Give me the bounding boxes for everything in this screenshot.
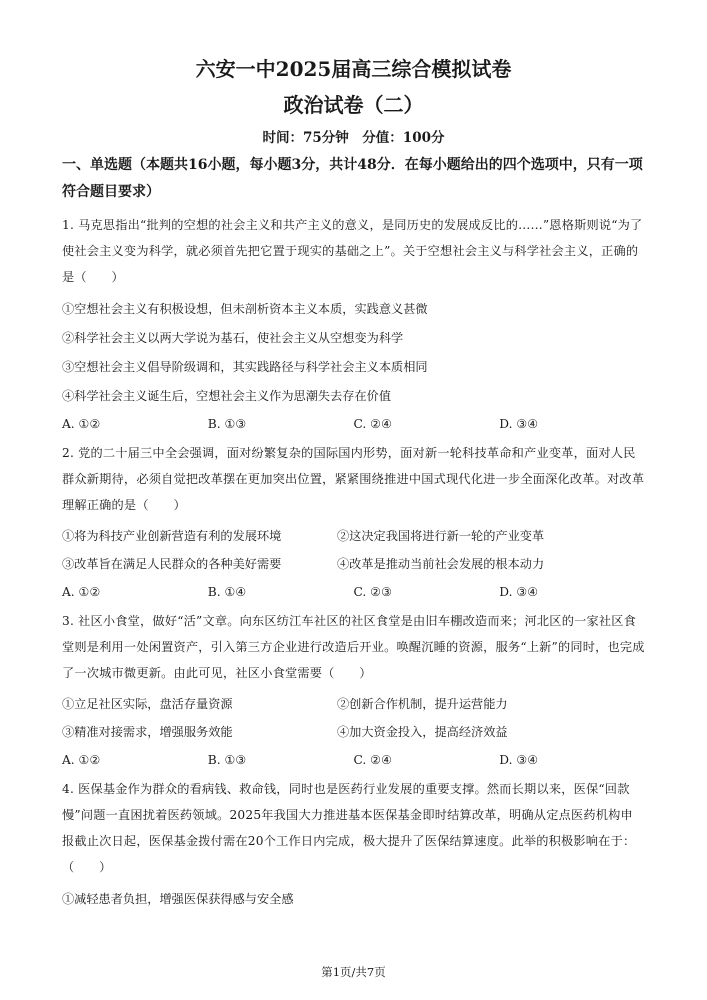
question-4-stem: 4. 医保基金作为群众的看病钱、救命钱，同时也是医药行业发展的重要支撑。然而长期以来，医保“回款慢”问题一直困扰着医药领域。2025年我国大力推进基本医保基金即时结算改革，明确从定点医药机构申报截止次日起，医保基金拨付需在20个工作日内完成，极大提升了医保结算速度。此举的积极影响在于：（ ）	[62, 782, 636, 874]
page-footer: 第1页/共7页	[321, 965, 386, 979]
question-3-choices	[62, 750, 645, 770]
question-2-items-row	[62, 554, 645, 574]
exam-meta: 时间：75分钟 分值：100分	[262, 130, 445, 146]
question-1-item: ③空想社会主义倡导阶级调和，其实践路径与科学社会主义本质相同	[62, 360, 428, 374]
question-2-items-row	[62, 526, 645, 546]
choice-a: A. ①②	[62, 585, 101, 599]
question-3-item: ③精准对接需求，增强服务效能	[62, 725, 233, 739]
choice-a: A. ①②	[62, 753, 101, 767]
section-heading: 一、单选题（本题共16小题，每小题3分，共计48分．在每小题给出的四个选项中，只有一项符合题目要求）	[62, 157, 643, 200]
choice-b: B. ①③	[207, 417, 247, 431]
question-3-item: ①立足社区实际，盘活存量资源	[62, 697, 233, 711]
choice-d: D. ③④	[499, 753, 539, 767]
question-1-choices	[62, 414, 645, 434]
choice-c: C. ②④	[353, 417, 392, 431]
question-1-item: ①空想社会主义有积极设想，但未剖析资本主义本质，实践意义甚微	[62, 302, 428, 316]
question-2-item: ②这决定我国将进行新一轮的产业变革	[337, 529, 545, 543]
choice-b: B. ①④	[207, 585, 247, 599]
exam-subtitle: 政治试卷（二）	[283, 93, 424, 117]
question-1-stem: 1. 马克思指出“批判的空想的社会主义和共产主义的意义，是同历史的发展成反比的……”恩格斯则说“为了使社会主义变为科学，就必须首先把它置于现实的基础之上”。关于空想社会主义与科学社会主义，正确的是（ ）	[62, 218, 643, 284]
question-2-stem: 2. 党的二十届三中全会强调，面对纷繁复杂的国际国内形势，面对新一轮科技革命和产业变革，面对人民群众新期待，必须自觉把改革摆在更加突出位置，紧紧围绕推进中国式现代化进一步全面深化改革。对改革理解正确的是（ ）	[62, 446, 645, 512]
question-3-item: ④加大资金投入，提高经济效益	[337, 725, 508, 739]
question-3-items-row	[62, 694, 645, 714]
choice-c: C. ②④	[353, 753, 392, 767]
choice-d: D. ③④	[499, 417, 539, 431]
question-3-item: ②创新合作机制，提升运营能力	[337, 697, 508, 711]
question-1-item: ④科学社会主义诞生后，空想社会主义作为思潮失去存在价值	[62, 389, 392, 403]
question-3-items-row	[62, 722, 645, 742]
choice-a: A. ①②	[62, 417, 101, 431]
choice-b: B. ①③	[207, 753, 247, 767]
question-3-stem: 3. 社区小食堂，做好“活”文章。向东区纺江车社区的社区食堂是由旧车棚改造而来；河北区的一家社区食堂则是利用一处闲置资产，引入第三方企业进行改造后开业。唤醒沉睡的资源，服务“上新”的同时，也完成了一次城市微更新。由此可见，社区小食堂需要（ ）	[62, 614, 645, 680]
question-4-item: ①减轻患者负担，增强医保获得感与安全感	[62, 892, 294, 906]
question-2-item: ③改革旨在满足人民群众的各种美好需要	[62, 557, 282, 571]
question-1-item: ②科学社会主义以两大学说为基石，使社会主义从空想变为科学	[62, 331, 404, 345]
choice-d: D. ③④	[499, 585, 539, 599]
choice-c: C. ②③	[353, 585, 392, 599]
question-2-item: ④改革是推动当前社会发展的根本动力	[337, 557, 545, 571]
question-2-choices	[62, 582, 645, 602]
question-2-item: ①将为科技产业创新营造有利的发展环境	[62, 529, 282, 543]
exam-title: 六安一中2025届高三综合模拟试卷	[195, 57, 512, 81]
